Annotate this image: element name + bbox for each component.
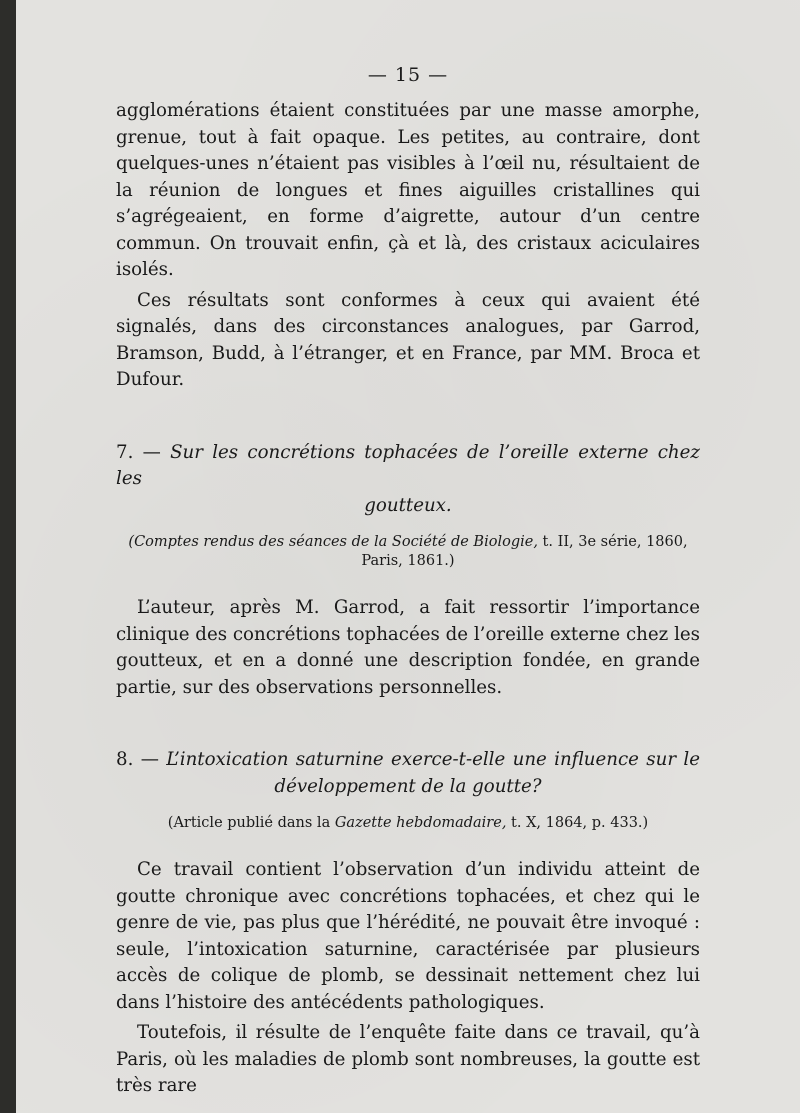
section-8-paragraph-2: Toutefois, il résulte de l’enquête faite dans ce travail, qu’à Paris, où les maladies de plomb sont nombreuses, la goutte est très rare: [116, 1022, 700, 1096]
section-7-reference-source: (Comptes rendus des séances de la Société de Biologie,: [128, 534, 538, 550]
book-page: [16, 0, 800, 1113]
page-number: — 15 —: [367, 64, 449, 86]
section-7-heading: [116, 440, 700, 493]
intro-paragraph-2: Ces résultats sont conformes à ceux qui avaient été signalés, dans des circonstances analogues, par Garrod, Bramson, Budd, à l’étranger, et en France, par MM. Broca et Dufour.: [116, 289, 700, 390]
section-8-title-line2: développement de la goutte?: [274, 775, 542, 797]
section-8-heading: [116, 747, 700, 774]
section-8: [116, 747, 700, 1100]
section-8-number: 8. —: [116, 749, 159, 770]
section-7-title-line1: Sur les concrétions tophacées de l’oreille externe chez les: [116, 441, 700, 489]
section-8-reference: [116, 814, 700, 833]
section-8-reference-details: t. X, 1864, p. 433.): [511, 815, 649, 831]
section-7-paragraph: L’auteur, après M. Garrod, a fait ressortir l’importance clinique des concrétions tophacées de l’oreille externe chez les goutteux, et en a donné une description fondée, en grande partie, sur des observations personnelles.: [116, 597, 700, 698]
section-7-reference-details: t. II, 3e série, 1860, Paris, 1861.): [361, 534, 688, 569]
section-7-number: 7. —: [116, 441, 161, 463]
section-8-title-line1: L’intoxication saturnine exerce-t-elle une influence sur le: [166, 749, 700, 770]
section-7-reference: [116, 533, 700, 571]
section-8-reference-journal: Gazette hebdomadaire,: [334, 815, 507, 831]
page-body: [116, 98, 700, 1100]
section-7-title-line2: goutteux.: [364, 494, 452, 516]
section-8-paragraph-1: Ce travail contient l’observation d’un individu atteint de goutte chronique avec concrétions tophacées, et chez qui le genre de vie, pas plus que l’hérédité, ne pouvait être invoqué : seule, l’intoxication saturnine, caractérisée par plusieurs accès de colique de plomb, se dessinait nettement chez lui dans l’histoire des antécédents pathologiques.: [116, 859, 700, 1013]
intro-paragraph-1: agglomérations étaient constituées par une masse amorphe, grenue, tout à fait opaque. Les petites, au contraire, dont quelques-unes n’étaient pas visibles à l’œil nu, résultaient de la réunion de longues et fines aiguilles cristallines qui s’agrégeaient, en forme d’aigrette, autour d’un centre commun. On trouvait enfin, çà et là, des cristaux aciculaires isolés.: [116, 100, 700, 280]
section-8-reference-prefix: (Article publié dans la: [167, 815, 331, 831]
section-7: [116, 440, 700, 702]
